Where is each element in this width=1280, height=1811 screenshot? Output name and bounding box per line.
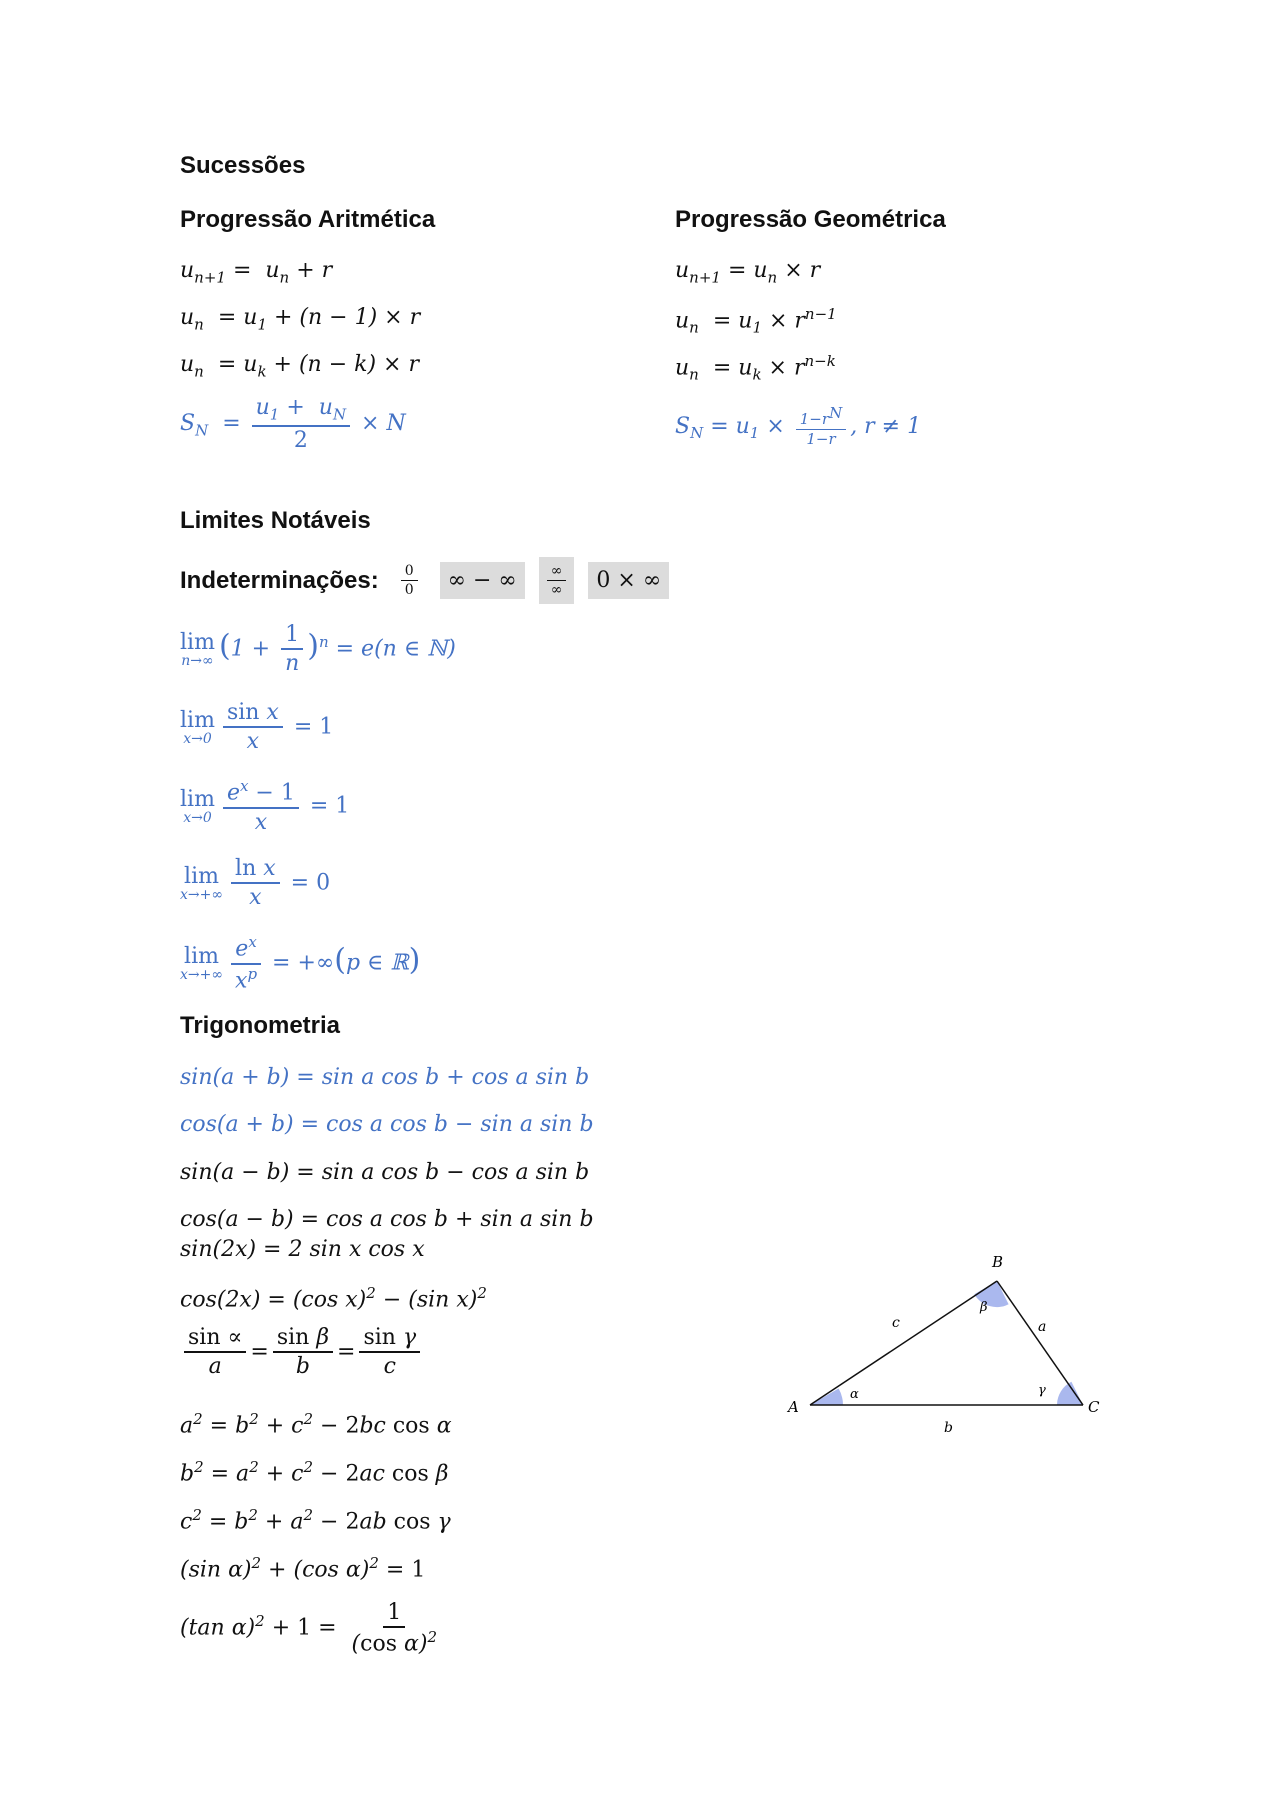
trig-cos-double: cos(2x) = (cos x)$^2$ − (sin x)$^2$ [180, 1284, 487, 1313]
formula-arit-1-text: $u_{n+1} = u_n + r$ [180, 258, 333, 287]
indet-inf-over-inf: $\frac{\infty}{\infty}$ [539, 557, 575, 604]
formula-geom-3: $u_n = u_k \times r^{n-k}$ [675, 352, 836, 384]
limit-exp: lim x→0 $\frac{e^x - 1}{x}$ = 1 [180, 777, 350, 835]
trig-law-of-sines: $\frac{\sin \propto}{a}$ = $\frac{\text{sin β}}{b}$ = $\frac{\text{sin γ}}{c}$ [180, 1325, 424, 1380]
vertex-A: A [788, 1398, 799, 1416]
trig-cos-sum: cos(a + b) = cos a cos b − sin a sin b [180, 1112, 594, 1137]
limit-exp-power: lim x→+∞ $\frac{e^x}{x^p}$ = +∞(p ∈ ℝ) [180, 933, 421, 993]
side-a-label: a [1038, 1319, 1047, 1335]
formula-geom-2: $u_n = u_1 \times r^{n-1}$ [675, 305, 837, 337]
indet-zero-over-zero: $\frac{0}{0}$ [393, 557, 426, 604]
trig-law-cos-c: $c^2 = b^2 + a^2 - 2ab$ cos γ [180, 1506, 451, 1535]
vertex-C: C [1088, 1398, 1100, 1416]
angle-beta-label: β [980, 1300, 988, 1315]
trig-pythagorean: (sin α)$^2$ + (cos α)$^2$ = 1 [180, 1554, 426, 1583]
heading-trigonometria: Trigonometria [180, 1012, 341, 1039]
side-c-label: c [892, 1315, 900, 1331]
formula-arit-1 [180, 258, 332, 286]
vertex-B: B [992, 1253, 1004, 1271]
limit-euler: lim n→∞ (1 + $\frac{1}{n}$ )$^n$ = e(n ∈ ℕ) [180, 622, 456, 677]
angle-alpha-label: α [850, 1387, 859, 1402]
formula-arit-2: $u_n = u_1 + (n - 1) \times r$ [180, 305, 421, 334]
indet-inf-minus-inf: ∞ − ∞ [440, 562, 525, 599]
side-c [810, 1281, 997, 1405]
indeterminations-row [180, 557, 669, 604]
trig-sin-sum: sin(a + b) = sin a cos b + cos a sin b [180, 1065, 590, 1090]
trig-tan-identity: (tan α)$^2$ + 1 = $\frac{1}{(\cos \alpha)^2}$ [180, 1600, 437, 1657]
trig-sin-double: sin(2x) = 2 sin x cos x [180, 1237, 425, 1262]
formula-arit-3: $u_n = u_k + (n - k) \times r$ [180, 352, 419, 381]
formula-geom-sum: $S_N = u_1$ × $\frac{1-r^N}{1-r}$ , r ≠ 1 [675, 404, 922, 449]
formula-geom-1: $u_{n+1} = u_n \times r$ [675, 258, 821, 287]
triangle-diagram [770, 1245, 1120, 1445]
trig-cos-diff: cos(a − b) = cos a cos b + sin a sin b [180, 1207, 594, 1232]
trig-law-cos-b: $b^2 = a^2 + c^2 - 2ac$ cos β [180, 1458, 449, 1487]
indet-zero-times-inf: 0 × ∞ [588, 562, 669, 599]
limit-sin: lim x→0 $\frac{\text{sin x}}{x}$ = 1 [180, 700, 334, 755]
trig-law-cos-a: $a^2 = b^2 + c^2 - 2bc$ cos α [180, 1410, 452, 1439]
trig-sin-diff: sin(a − b) = sin a cos b − cos a sin b [180, 1160, 590, 1185]
side-b-label: b [944, 1420, 953, 1436]
angle-gamma-label: γ [1038, 1383, 1046, 1398]
limit-ln: lim x→+∞ $\frac{\text{ln x}}{x}$ = 0 [180, 856, 331, 911]
heading-limites-notaveis: Limites Notáveis [180, 507, 371, 534]
indeterminations-label: Indeterminações: [180, 566, 379, 594]
formula-arit-sum: $S_N$ = $\frac{u_1 + u_N}{2}$ × N [180, 395, 406, 453]
heading-progressao-geometrica: Progressão Geométrica [675, 206, 946, 233]
heading-sucessoes: Sucessões [180, 152, 306, 179]
heading-progressao-aritmetica: Progressão Aritmética [180, 206, 436, 233]
